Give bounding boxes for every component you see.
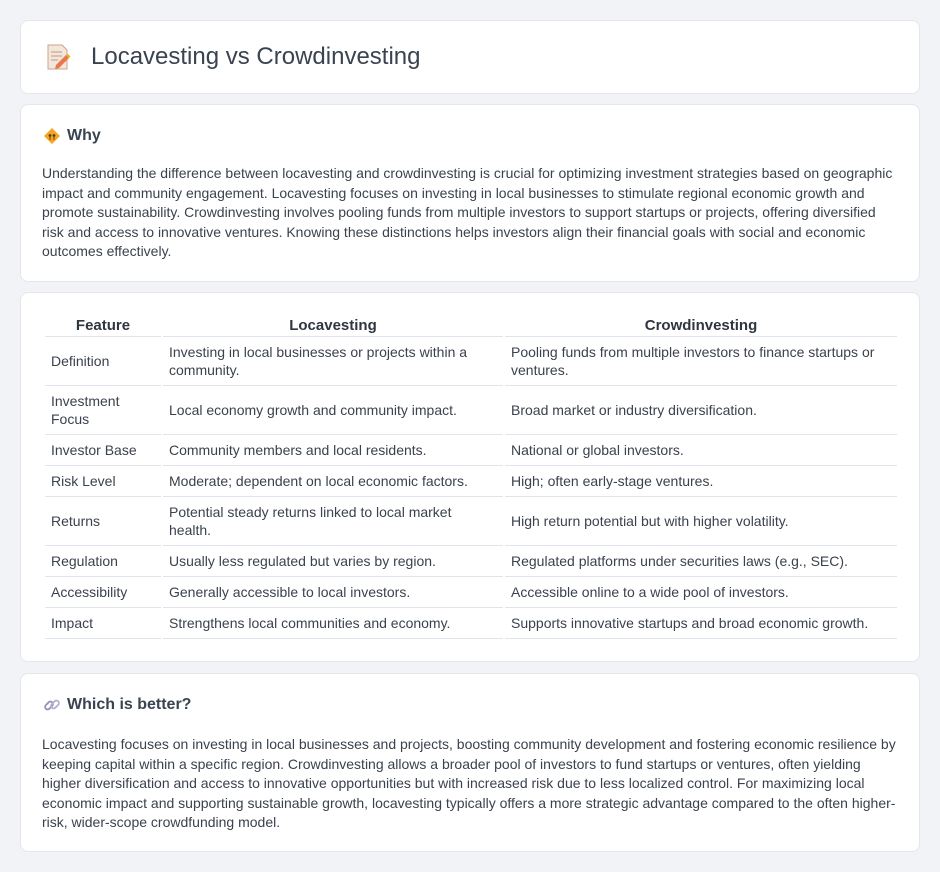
feature-cell: Investment Focus bbox=[45, 386, 161, 435]
locavesting-cell: Usually less regulated but varies by region. bbox=[163, 546, 503, 577]
feature-cell: Definition bbox=[45, 337, 161, 386]
comparison-table bbox=[43, 315, 899, 639]
crowdinvesting-cell: High return potential but with higher volatility. bbox=[505, 497, 897, 546]
document-pencil-icon bbox=[45, 43, 71, 71]
feature-cell: Investor Base bbox=[45, 435, 161, 466]
table-row bbox=[45, 386, 897, 435]
comparison-card bbox=[20, 292, 920, 662]
table-row bbox=[45, 546, 897, 577]
locavesting-cell: Investing in local businesses or projects within a community. bbox=[163, 337, 503, 386]
locavesting-cell: Community members and local residents. bbox=[163, 435, 503, 466]
table-row bbox=[45, 608, 897, 639]
locavesting-cell: Potential steady returns linked to local market health. bbox=[163, 497, 503, 546]
which-better-card bbox=[20, 673, 920, 852]
title-row bbox=[45, 43, 421, 71]
locavesting-cell: Local economy growth and community impact. bbox=[163, 386, 503, 435]
locavesting-cell: Moderate; dependent on local economic factors. bbox=[163, 466, 503, 497]
table-row bbox=[45, 435, 897, 466]
why-text: Understanding the difference between locavesting and crowdinvesting is crucial for optimizing investment strategies based on geographic impact and community engagement. Locavesting focuses on investing in local businesses to stimulate regional economic growth and promote sustainability. Crowdinvesting involves pooling funds from multiple investors to support startups or projects, offering diversified risk and access to innovative ventures. Knowing these distinctions helps investors align their financial goals with social and economic outcomes effectively. bbox=[42, 165, 893, 260]
table-row bbox=[45, 577, 897, 608]
header-feature: Feature bbox=[45, 315, 161, 337]
crowdinvesting-cell: Regulated platforms under securities laws (e.g., SEC). bbox=[505, 546, 897, 577]
feature-cell: Impact bbox=[45, 608, 161, 639]
better-title: Which is better? bbox=[67, 696, 192, 713]
locavesting-cell: Generally accessible to local investors. bbox=[163, 577, 503, 608]
feature-cell: Accessibility bbox=[45, 577, 161, 608]
feature-cell: Returns bbox=[45, 497, 161, 546]
table-row bbox=[45, 337, 897, 386]
why-card bbox=[20, 104, 920, 282]
better-heading bbox=[43, 696, 191, 714]
feature-cell: Risk Level bbox=[45, 466, 161, 497]
better-text: Locavesting focuses on investing in local businesses and projects, boosting community development and fostering economic resilience by keeping capital within a specific region. Crowdinvesting allows a broader pool of investors to fund startups or ventures, often yielding higher diversification and access to innovative opportunities but with increased risk due to less localized control. For maximizing local economic impact and supporting sustainable growth, locavesting typically offers a more strategic advantage compared to the often higher-risk, wider-scope crowdfunding model. bbox=[42, 736, 896, 831]
header-locavesting: Locavesting bbox=[163, 315, 503, 337]
table-row bbox=[45, 466, 897, 497]
header-card bbox=[20, 20, 920, 94]
link-icon bbox=[43, 696, 61, 714]
diamond-sign-icon bbox=[43, 127, 61, 145]
crowdinvesting-cell: Supports innovative startups and broad economic growth. bbox=[505, 608, 897, 639]
why-title: Why bbox=[67, 127, 101, 144]
feature-cell: Regulation bbox=[45, 546, 161, 577]
crowdinvesting-cell: High; often early-stage ventures. bbox=[505, 466, 897, 497]
header-crowdinvesting: Crowdinvesting bbox=[505, 315, 897, 337]
crowdinvesting-cell: National or global investors. bbox=[505, 435, 897, 466]
table-row bbox=[45, 497, 897, 546]
locavesting-cell: Strengthens local communities and economy. bbox=[163, 608, 503, 639]
page-title: Locavesting vs Crowdinvesting bbox=[91, 43, 421, 70]
crowdinvesting-cell: Broad market or industry diversification. bbox=[505, 386, 897, 435]
crowdinvesting-cell: Accessible online to a wide pool of investors. bbox=[505, 577, 897, 608]
crowdinvesting-cell: Pooling funds from multiple investors to finance startups or ventures. bbox=[505, 337, 897, 386]
why-heading bbox=[43, 127, 101, 145]
